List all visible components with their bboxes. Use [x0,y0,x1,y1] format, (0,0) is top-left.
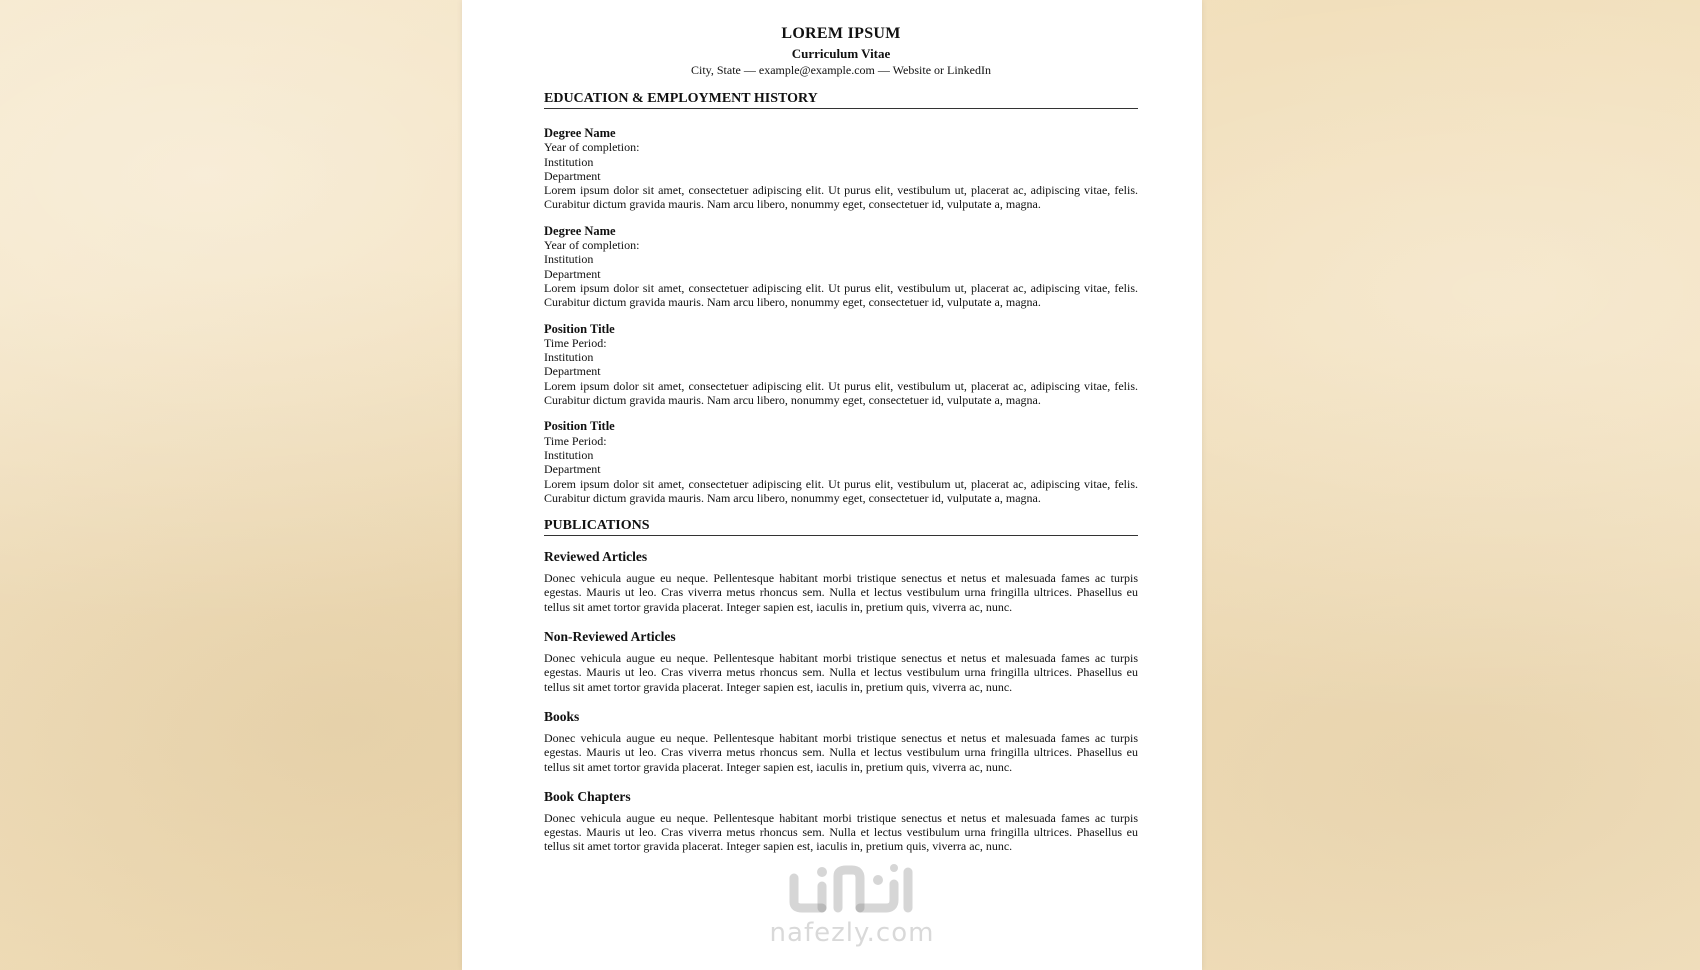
entry-institution: Institution [544,154,594,169]
entry-description: Lorem ipsum dolor sit amet, consectetuer adipiscing elit. Ut purus elit, vestibulum ut, placerat ac, adipiscing vitae, felis. Curabitur dictum gravida mauris. Nam arcu libero, nonummy eget, consectetuer id, vulputate a, magna. [544,476,1138,505]
publication-body: Donec vehicula augue eu neque. Pellentesque habitant morbi tristique senectus et netus et malesuada fames ac turpis egestas. Mauris ut leo. Cras viverra metus rhoncus sem. Nulla et lectus vestibulum urna fringilla ultrices. Phasellus eu tellus sit amet tortor gravida placerat. Integer sapien est, iaculis in, pretium quis, viverra ac, nunc. [544,810,1138,854]
publication-group [544,628,1138,694]
entry-title: Degree Name [544,223,616,238]
watermark-text: nafezly.com [769,918,935,948]
entry-description: Lorem ipsum dolor sit amet, consectetuer adipiscing elit. Ut purus elit, vestibulum ut, placerat ac, adipiscing vitae, felis. Curabitur dictum gravida mauris. Nam arcu libero, nonummy eget, consectetuer id, vulputate a, magna. [544,280,1138,310]
entry-meta: Year of completion: [544,140,640,155]
entry-description: Lorem ipsum dolor sit amet, consectetuer adipiscing elit. Ut purus elit, vestibulum ut, placerat ac, adipiscing vitae, felis. Curabitur dictum gravida mauris. Nam arcu libero, nonummy eget, consectetuer id, vulputate a, magna. [544,183,1138,212]
cv-content [544,22,1138,854]
employment-entry [544,322,1138,408]
cv-subtitle: Curriculum Vitae [791,46,891,61]
publication-body: Donec vehicula augue eu neque. Pellentesque habitant morbi tristique senectus et netus et malesuada fames ac turpis egestas. Mauris ut leo. Cras viverra metus rhoncus sem. Nulla et lectus vestibulum urna fringilla ultrices. Phasellus eu tellus sit amet tortor gravida placerat. Integer sapien est, iaculis in, pretium quis, viverra ac, nunc. [544,571,1138,614]
publication-heading: Books [544,708,580,724]
cv-contact: City, State — example@example.com — Website or LinkedIn [690,63,991,77]
publication-heading: Non-Reviewed Articles [544,629,676,645]
cv-name: LOREM IPSUM [781,25,901,42]
publications-section-title: PUBLICATIONS [544,517,1138,536]
entry-meta: Time Period: [544,335,607,350]
publication-group [544,548,1138,614]
entry-institution: Institution [544,350,594,365]
entry-meta: Time Period: [544,433,607,448]
publication-group [544,788,1138,854]
entry-department: Department [544,462,601,477]
education-section-title: EDUCATION & EMPLOYMENT HISTORY [544,90,1138,109]
entry-department: Department [544,168,601,183]
entry-title: Position Title [544,321,615,336]
education-entry [544,126,1138,212]
employment-entry [544,419,1138,505]
entry-meta: Year of completion: [544,238,640,253]
publication-group [544,708,1138,774]
entry-description: Lorem ipsum dolor sit amet, consectetuer adipiscing elit. Ut purus elit, vestibulum ut, placerat ac, adipiscing vitae, felis. Curabitur dictum gravida mauris. Nam arcu libero, nonummy eget, consectetuer id, vulputate a, magna. [544,378,1138,408]
publication-body: Donec vehicula augue eu neque. Pellentesque habitant morbi tristique senectus et netus et malesuada fames ac turpis egestas. Mauris ut leo. Cras viverra metus rhoncus sem. Nulla et lectus vestibulum urna fringilla ultrices. Phasellus eu tellus sit amet tortor gravida placerat. Integer sapien est, iaculis in, pretium quis, viverra ac, nunc. [544,730,1138,774]
cv-page [462,0,1202,970]
education-entry [544,224,1138,310]
entry-institution: Institution [544,252,594,267]
entry-department: Department [544,364,601,379]
publication-heading: Book Chapters [544,788,631,804]
entry-institution: Institution [544,447,594,462]
entry-department: Department [544,266,601,281]
entry-title: Degree Name [544,126,616,140]
entry-title: Position Title [544,419,615,434]
cv-header [544,24,1138,78]
publication-body: Donec vehicula augue eu neque. Pellentesque habitant morbi tristique senectus et netus et malesuada fames ac turpis egestas. Mauris ut leo. Cras viverra metus rhoncus sem. Nulla et lectus vestibulum urna fringilla ultrices. Phasellus eu tellus sit amet tortor gravida placerat. Integer sapien est, iaculis in, pretium quis, viverra ac, nunc. [544,651,1138,694]
publication-heading: Reviewed Articles [544,549,648,565]
